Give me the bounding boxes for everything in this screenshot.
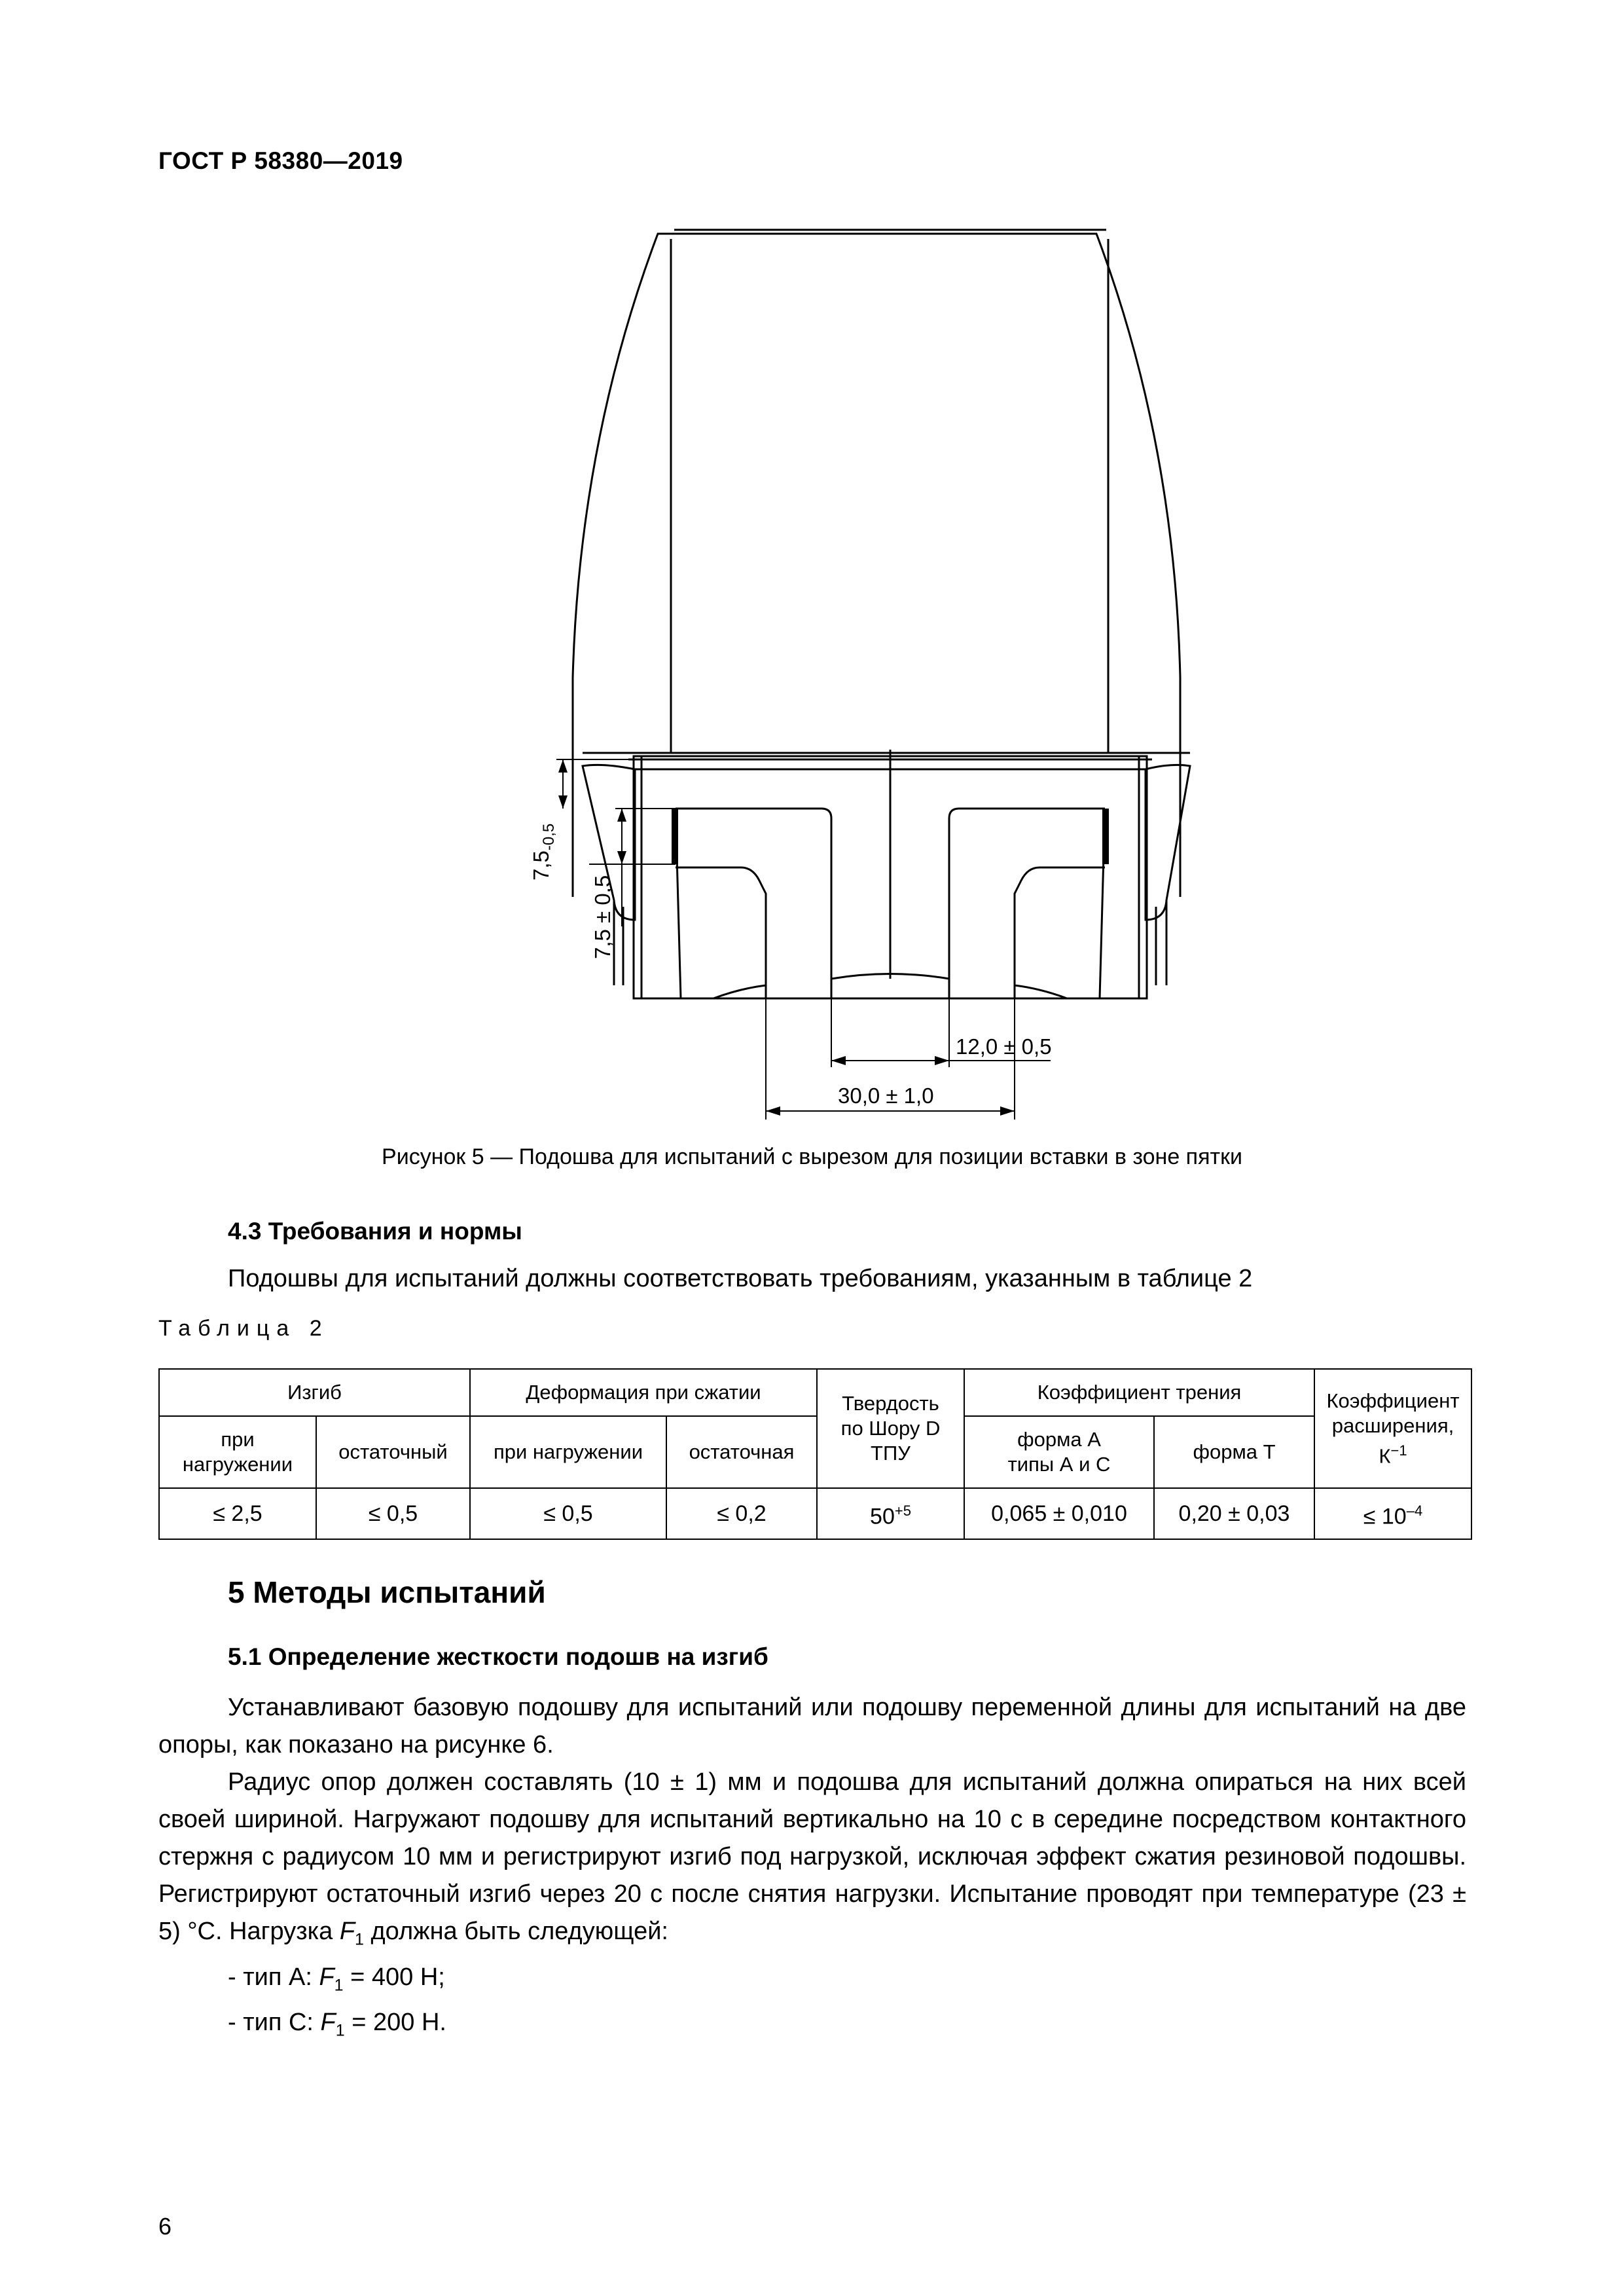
dim-bottom-outer: 30,0 ± 1,0: [838, 1084, 934, 1108]
cell-bending-load: ≤ 2,5: [159, 1488, 316, 1539]
cell-bending-residual: ≤ 0,5: [316, 1488, 470, 1539]
cell-expansion: ≤ $10^{-4}$: [1314, 1488, 1471, 1539]
list-item-type-c: - тип С: $F_1 = 200$ Н.: [228, 2009, 446, 2040]
section-heading-5-1: 5.1 Определение жесткости подошв на изгиб: [228, 1643, 768, 1670]
insert-cutout-left: [676, 809, 831, 998]
paragraph-1: Устанавливают базовую подошву для испытаний или подошву переменной длины для испытаний на две опоры, как показано на рисунке 6.: [158, 1694, 1466, 1758]
header-friction: Коэффициент трения: [964, 1369, 1314, 1416]
cell-friction-a: 0,065 ± 0,010: [964, 1488, 1154, 1539]
section-5-1-body: [158, 1689, 1466, 2050]
list-item-type-a: - тип А: $F_1 = 400$ Н;: [228, 1963, 445, 1995]
paragraph-2: Радиус опор должен составлять (10 ± 1) мм и подошва для испытаний должна опираться на них всей своей шириной. Нагружают подошву для испытаний вертикально на 10 с в середине посредством контактного стержня с радиусом 10 мм и регистрируют изгиб под нагрузкой, исключая эффект сжатия резиновой подошвы. Регистрируют остаточный изгиб через 20 с после снятия нагрузки. Испытание проводят при температуре (23 ± 5) °С. Нагрузка $F_1$ должна быть следующей:: [158, 1768, 1466, 1949]
insert-cutout-right: [949, 809, 1105, 998]
sub-friction-t: форма Т: [1154, 1416, 1314, 1488]
dim-left-inner: 7,5 ± 0,5: [590, 875, 615, 959]
sub-friction-a: форма А типы А и С: [964, 1416, 1154, 1488]
dim-left-outer: $7,5_{-0,5}$: [529, 823, 558, 881]
table-caption: Таблица 2: [158, 1316, 329, 1341]
heel-cup-outline: [573, 234, 1180, 897]
sub-bending-load: при нагружении: [159, 1416, 316, 1488]
dim-bottom-inner: 12,0 ± 0,5: [956, 1034, 1052, 1059]
sub-compression-load: при нагружении: [470, 1416, 666, 1488]
header-bending: Изгиб: [159, 1369, 470, 1416]
cell-friction-t: 0,20 ± 0,03: [1154, 1488, 1314, 1539]
figure-5-drawing: [529, 226, 1087, 1129]
sub-bending-residual: остаточный: [316, 1416, 470, 1488]
section-heading-5: 5 Методы испытаний: [228, 1575, 546, 1609]
cell-compression-load: ≤ 0,5: [470, 1488, 666, 1539]
cell-hardness: $50^{+5}$: [817, 1488, 964, 1539]
page-number: 6: [158, 2213, 172, 2240]
section-heading-4-3: 4.3 Требования и нормы: [228, 1218, 522, 1245]
figure-caption: Рисунок 5 — Подошва для испытаний с вырезом для позиции вставки в зоне пятки: [382, 1144, 1242, 1169]
document-header: ГОСТ Р 58380—2019: [158, 147, 403, 174]
header-expansion: Коэффициент расширения, $К^{-1}$: [1314, 1369, 1471, 1488]
cell-compression-residual: ≤ 0,2: [666, 1488, 817, 1539]
header-compression: Деформация при сжатии: [470, 1369, 817, 1416]
sub-compression-residual: остаточная: [666, 1416, 817, 1488]
section-4-3-text: Подошвы для испытаний должны соответствовать требованиям, указанным в таблице 2: [228, 1265, 1253, 1292]
header-hardness: Твердость по Шору D ТПУ: [817, 1369, 964, 1488]
requirements-table: [158, 1368, 1472, 1540]
